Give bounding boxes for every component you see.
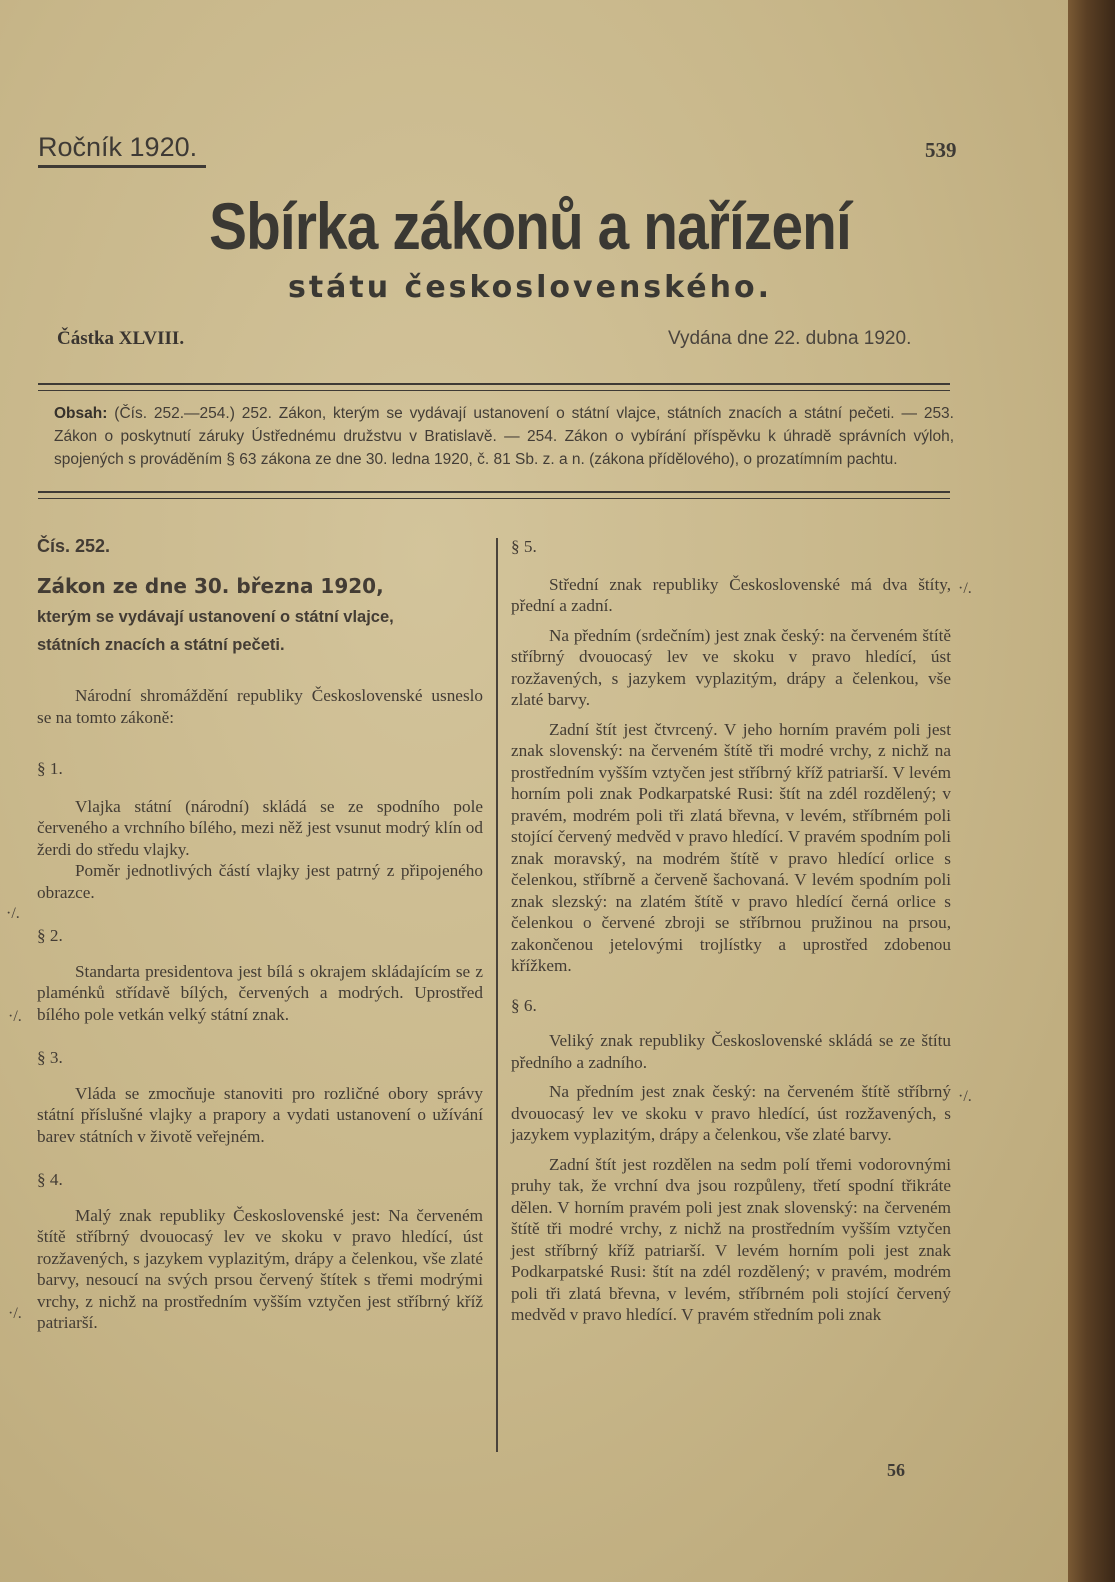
section-3-paragraph-1: Vláda se zmocňuje stanoviti pro rozličné obory správy státní příslušné vlajky a prapory a vydati ustanovení o užívání barev státních v životě veřejném. (37, 1083, 483, 1146)
section-4-heading: § 4. (37, 1170, 63, 1189)
contents-bottom-rule (38, 491, 950, 499)
part-number: Částka XLVIII. (57, 328, 185, 349)
section-6-heading: § 6. (511, 995, 537, 1015)
section-5-paragraph-3: Zadní štít jest čtvrcený. V jeho horním pravém poli jest znak slovenský: na červeném štítě tři modré vrchy, z nichž na prostředním vyšším vztyčen jest stříbrný kříž patriarší. V levém horním poli znak Podkarpatské Rusi: štít na zdél rozdělený; v pravém, modrém poli tři zlatá břevna, v levém, stříbrném poli stojící červený medvěd v pravo hledící. V pravém spodním poli znak moravský, na modrém štítě v pravo hledící orlice s čelenkou, stříbrně a červeně šachovaná. V levém spodním poli znak slezský: na zlatém štítě v pravo hledící černá orlice s čelenkou o červené zbroji se stříbrnou pružinou na prsou, zakončenou jetelovými trojlístky a uprostřed zdobenou křížkem. (511, 719, 951, 975)
right-column (511, 536, 951, 1326)
column-divider (496, 538, 498, 1452)
law-subtitle-1: kterým se vydávají ustanovení o státní vlajce, (37, 608, 394, 626)
sheet-number: 56 (887, 1460, 905, 1480)
margin-note-mark: ·/. (958, 580, 972, 597)
section-6-paragraph-3: Zadní štít jest rozdělen na sedm polí třemi vodorovnými pruhy tak, že vrchní dva jsou rozpůleny, třetí spodní třikráte dělen. V horním pravém poli jest znak slovenský: na červeném štítě tři modré vrchy, z nichž na prostředním vyšším vztyčen jest stříbrný kříž patriarší. V levém horním poli jest znak Podkarpatské Rusi: štít na zdél rozdělený; v pravém, modrém poli tři zlatá břevna, v levém, stříbrném poli stojící červený medvěd v pravo hledící. V pravém středním poli znak (511, 1154, 951, 1324)
section-1-heading: § 1. (37, 759, 63, 778)
law-title: Zákon ze dne 30. března 1920, (37, 573, 384, 598)
section-5-heading: § 5. (511, 537, 537, 556)
margin-note-mark: ·/. (958, 1088, 972, 1105)
section-2-heading: § 2. (37, 926, 63, 945)
section-1-paragraph-1: Vlajka státní (národní) skládá se ze spodního pole červeného a vrchního bílého, mezi něž jest vsunut modrý klín od žerdi do středu vlajky. (37, 796, 483, 859)
margin-note-mark: ·/. (6, 905, 20, 922)
volume-underline (38, 165, 206, 168)
preamble: Národní shromáždění republiky Československé usneslo se na tomto zákoně: (37, 686, 483, 727)
contents-text: (Čís. 252.—254.) 252. Zákon, kterým se vydávají ustanovení o státní vlajce, státních znacích a státní pečeti. — 253. Zákon o poskytnutí záruky Ústřednému družstvu v Bratislavě. — 254. Zákon o vybírání příspěvku k úhradě správních výloh, spojených s prováděním § 63 zákona ze dne 30. ledna 1920, č. 81 Sb. z. a n. (zákona přídělového), o prozatímním pachtu. (54, 405, 954, 468)
volume-label: Ročník 1920. (38, 132, 198, 162)
section-2-paragraph-1: Standarta presidentova jest bílá s okrajem skládajícím se z plaménků střídavě bílých, červených a modrých. Uprostřed bílého pole vetkán velký státní znak. (37, 961, 483, 1024)
section-6-paragraph-2: Na předním jest znak český: na červeném štítě stříbrný dvouocasý lev ve skoku v pravo hledící, úst rozžavených, s jazykem vyplazitým, drápy a čelenkou, vše zlaté barvy. (511, 1082, 951, 1144)
section-5-paragraph-1: Střední znak republiky Československé má dva štíty, přední a zadní. (511, 574, 951, 615)
section-3-heading: § 3. (37, 1048, 63, 1067)
margin-note-mark: ·/. (8, 1008, 22, 1025)
collection-subtitle: státu československého. (287, 270, 773, 305)
section-6-paragraph-1: Veliký znak republiky Československé skládá se ze štítu předního a zadního. (511, 1031, 951, 1072)
law-number: Čís. 252. (37, 536, 111, 556)
top-rule (38, 383, 950, 391)
law-subtitle-2: státních znacích a státní pečeti. (37, 636, 285, 654)
book-binding-edge (1068, 0, 1115, 1582)
left-column (37, 536, 483, 1334)
section-1-paragraph-2: Poměr jednotlivých částí vlajky jest patrný z připojeného obrazce. (37, 861, 483, 902)
collection-title: Sbírka zákonů a nařízení (209, 189, 851, 263)
issue-date: Vydána dne 22. dubna 1920. (668, 328, 912, 349)
contents-label: Obsah: (54, 405, 108, 422)
table-of-contents (54, 402, 954, 471)
section-5-paragraph-2: Na předním (srdečním) jest znak český: na červeném štítě stříbrný dvouocasý lev ve skoku v pravo hledící, úst rozžavených, s jazykem vyplazitým, drápy a čelenkou, vše zlaté barvy. (511, 625, 951, 709)
page-number: 539 (925, 138, 957, 162)
margin-note-mark: ·/. (8, 1305, 22, 1322)
section-4-paragraph-1: Malý znak republiky Československé jest: Na červeném štítě stříbrný dvouocasý lev ve skoku v pravo hledící, úst rozžavených, s jazykem vyplazitým, drápy a čelenkou, vše zlaté barvy, nesoucí na svých prsou červený štítek s třemi modrými vrchy, z nichž na prostředním vyšším vztyčen jest stříbrný kříž patriarší. (37, 1205, 483, 1332)
